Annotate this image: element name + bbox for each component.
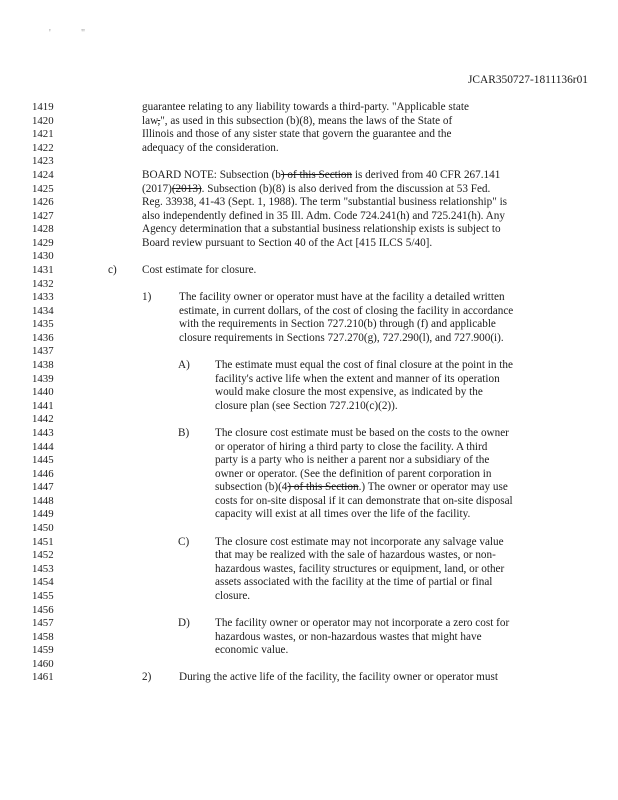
line-text (179, 671, 498, 683)
line-number: 1432 (32, 277, 54, 290)
line-number: 1457 (32, 617, 54, 629)
text-run: hazardous wastes, or non-hazardous wastes that might have (215, 630, 482, 643)
line-number: 1419 (32, 101, 54, 113)
line-text (142, 196, 507, 208)
line-text (215, 359, 513, 371)
text-run: facility's active life when the extent and manner of its operation (215, 372, 500, 385)
line-text (215, 481, 508, 493)
text-run: economic value. (215, 644, 289, 657)
line-number: 1453 (32, 562, 54, 575)
text-run: .) The owner or operator may use (358, 481, 508, 494)
scan-mark-left: ' (49, 28, 51, 39)
line-number: 1444 (32, 440, 54, 453)
scan-mark-right: " (81, 28, 86, 39)
line-number: 1461 (32, 671, 54, 684)
text-run: law (142, 114, 158, 127)
line-text (179, 305, 513, 317)
line-text (142, 101, 469, 113)
line-text (215, 427, 509, 439)
line-number: 1430 (32, 250, 54, 263)
text-run: capacity will exist at all times over the life of the facility. (215, 508, 471, 521)
line-text (215, 441, 487, 453)
struck-text: (2013) (171, 182, 202, 195)
line-text (215, 590, 250, 602)
line-number: 1447 (32, 481, 54, 494)
subsection-marker: 1) (142, 291, 152, 304)
struck-text: , (157, 114, 161, 127)
text-run: also independently defined in 35 Ill. Adm. Code 724.241(h) and 725.241(h). Any (142, 209, 505, 222)
text-run: or operator of hiring a third party to close the facility. A third (215, 440, 488, 453)
subsection-marker: 2) (142, 671, 152, 684)
line-number: 1431 (32, 264, 54, 276)
text-run: closure requirements in Sections 727.270(g), 727.290(l), and 727.900(i). (179, 331, 504, 344)
text-run: costs for on-site disposal if it can demonstrate that on-site disposal (215, 494, 513, 507)
line-number: 1459 (32, 644, 54, 657)
line-number: 1452 (32, 549, 54, 562)
line-number: 1428 (32, 223, 54, 236)
text-run: closure plan (see Section 727.210(c)(2)). (215, 399, 398, 412)
text-run: The estimate must equal the cost of final closure at the point in the (215, 359, 513, 371)
text-run: The facility owner or operator may not incorporate a zero cost for (215, 617, 510, 629)
line-number: 1435 (32, 318, 54, 331)
line-number: 1440 (32, 386, 54, 399)
text-run: owner or operator. (See the definition of parent corporation in (215, 467, 492, 480)
line-number: 1454 (32, 576, 54, 589)
line-text (142, 237, 432, 249)
line-text (215, 617, 509, 629)
line-number: 1443 (32, 426, 54, 439)
line-text (142, 128, 451, 140)
line-number: 1456 (32, 603, 54, 616)
text-run: The closure cost estimate may not incorporate any salvage value (215, 535, 504, 548)
line-number: 1455 (32, 589, 54, 602)
struck-text: ) of this Section (287, 481, 359, 494)
line-number: 1460 (32, 657, 54, 670)
line-text (142, 169, 500, 181)
line-number: 1458 (32, 630, 54, 643)
text-run: BOARD NOTE: Subsection (b (142, 168, 281, 181)
line-text (179, 332, 504, 344)
text-run: is derived from 40 CFR 267.141 (352, 168, 501, 181)
line-number: 1441 (32, 399, 54, 412)
line-number: 1438 (32, 359, 54, 371)
line-text (142, 210, 505, 222)
line-text (142, 223, 501, 235)
line-text (142, 115, 452, 127)
line-number: 1439 (32, 372, 54, 385)
line-number: 1424 (32, 168, 54, 181)
text-run: hazardous wastes, facility structures or equipment, land, or other (215, 562, 505, 575)
line-text (179, 291, 505, 303)
subsection-marker: B) (178, 426, 190, 439)
text-run: would make closure the most expensive, as indicated by the (215, 386, 483, 399)
text-run: (2017) (142, 182, 172, 195)
line-text (142, 142, 279, 154)
text-run: with the requirements in Section 727.210(b) through (f) and applicable (179, 318, 496, 331)
text-run: adequacy of the consideration. (142, 141, 279, 154)
line-text (142, 264, 256, 276)
text-run: The facility owner or operator must have at the facility a detailed written (179, 291, 505, 304)
text-run: . Subsection (b)(8) is also derived from the discussion at 53 Fed. (201, 182, 491, 195)
line-text (215, 454, 489, 466)
text-run: Illinois and those of any sister state that govern the guarantee and the (142, 128, 452, 141)
text-run: that may be realized with the sale of hazardous wastes, or non- (215, 549, 496, 562)
line-number: 1433 (32, 291, 54, 304)
line-text (142, 183, 490, 195)
line-number: 1429 (32, 236, 54, 249)
text-run: During the active life of the facility, the facility owner or operator must (179, 671, 498, 684)
line-number: 1450 (32, 522, 54, 534)
line-text (215, 631, 482, 643)
line-number: 1451 (32, 535, 54, 548)
line-number: 1445 (32, 454, 54, 467)
text-run: The closure cost estimate must be based on the costs to the owner (215, 426, 509, 439)
line-number: 1437 (32, 345, 54, 358)
line-number: 1446 (32, 467, 54, 480)
line-text (215, 373, 500, 385)
line-text (179, 318, 496, 330)
line-number: 1426 (32, 196, 54, 209)
subsection-marker: A) (178, 359, 190, 371)
line-text (215, 576, 492, 588)
line-number: 1434 (32, 304, 54, 317)
line-number: 1421 (32, 128, 54, 141)
line-number: 1423 (32, 155, 54, 168)
text-run: closure. (215, 589, 251, 602)
line-text (215, 508, 470, 520)
line-number: 1442 (32, 413, 54, 426)
line-number: 1420 (32, 114, 54, 127)
line-text (215, 563, 504, 575)
text-run: ", as used in this subsection (b)(8), means the laws of the State of (160, 114, 453, 127)
line-number: 1422 (32, 141, 54, 154)
text-run: subsection (b)(4 (215, 481, 288, 494)
line-number: 1427 (32, 209, 54, 222)
document-id: JCAR350727-1811136r01 (467, 74, 588, 86)
line-number: 1436 (32, 331, 54, 344)
text-run: Agency determination that a substantial business relationship exists is subject to (142, 223, 501, 236)
struck-text: ) of this Section (280, 168, 353, 181)
line-text (215, 644, 288, 656)
text-run: guarantee relating to any liability towards a third-party. "Applicable state (142, 101, 469, 113)
text-run: Reg. 33938, 41-43 (Sept. 1, 1988). The term "substantial business relationship" is (142, 196, 508, 209)
line-number: 1449 (32, 508, 54, 521)
line-text (215, 549, 496, 561)
line-number: 1448 (32, 494, 54, 507)
line-text (215, 468, 492, 480)
subsection-marker: C) (178, 535, 190, 548)
text-run: Board review pursuant to Section 40 of the Act [415 ILCS 5/40]. (142, 236, 433, 249)
text-run: Cost estimate for closure. (142, 264, 257, 276)
text-run: party is a party who is neither a parent nor a subsidiary of the (215, 454, 490, 467)
line-text (215, 400, 398, 412)
line-text (215, 536, 504, 548)
line-text (215, 386, 483, 398)
subsection-marker: D) (178, 617, 190, 629)
text-run: estimate, in current dollars, of the cost of closing the facility in accordance (179, 304, 514, 317)
text-run: assets associated with the facility at the time of partial or final (215, 576, 493, 589)
subsection-marker: c) (108, 264, 117, 276)
line-number: 1425 (32, 182, 54, 195)
line-text (215, 495, 513, 507)
